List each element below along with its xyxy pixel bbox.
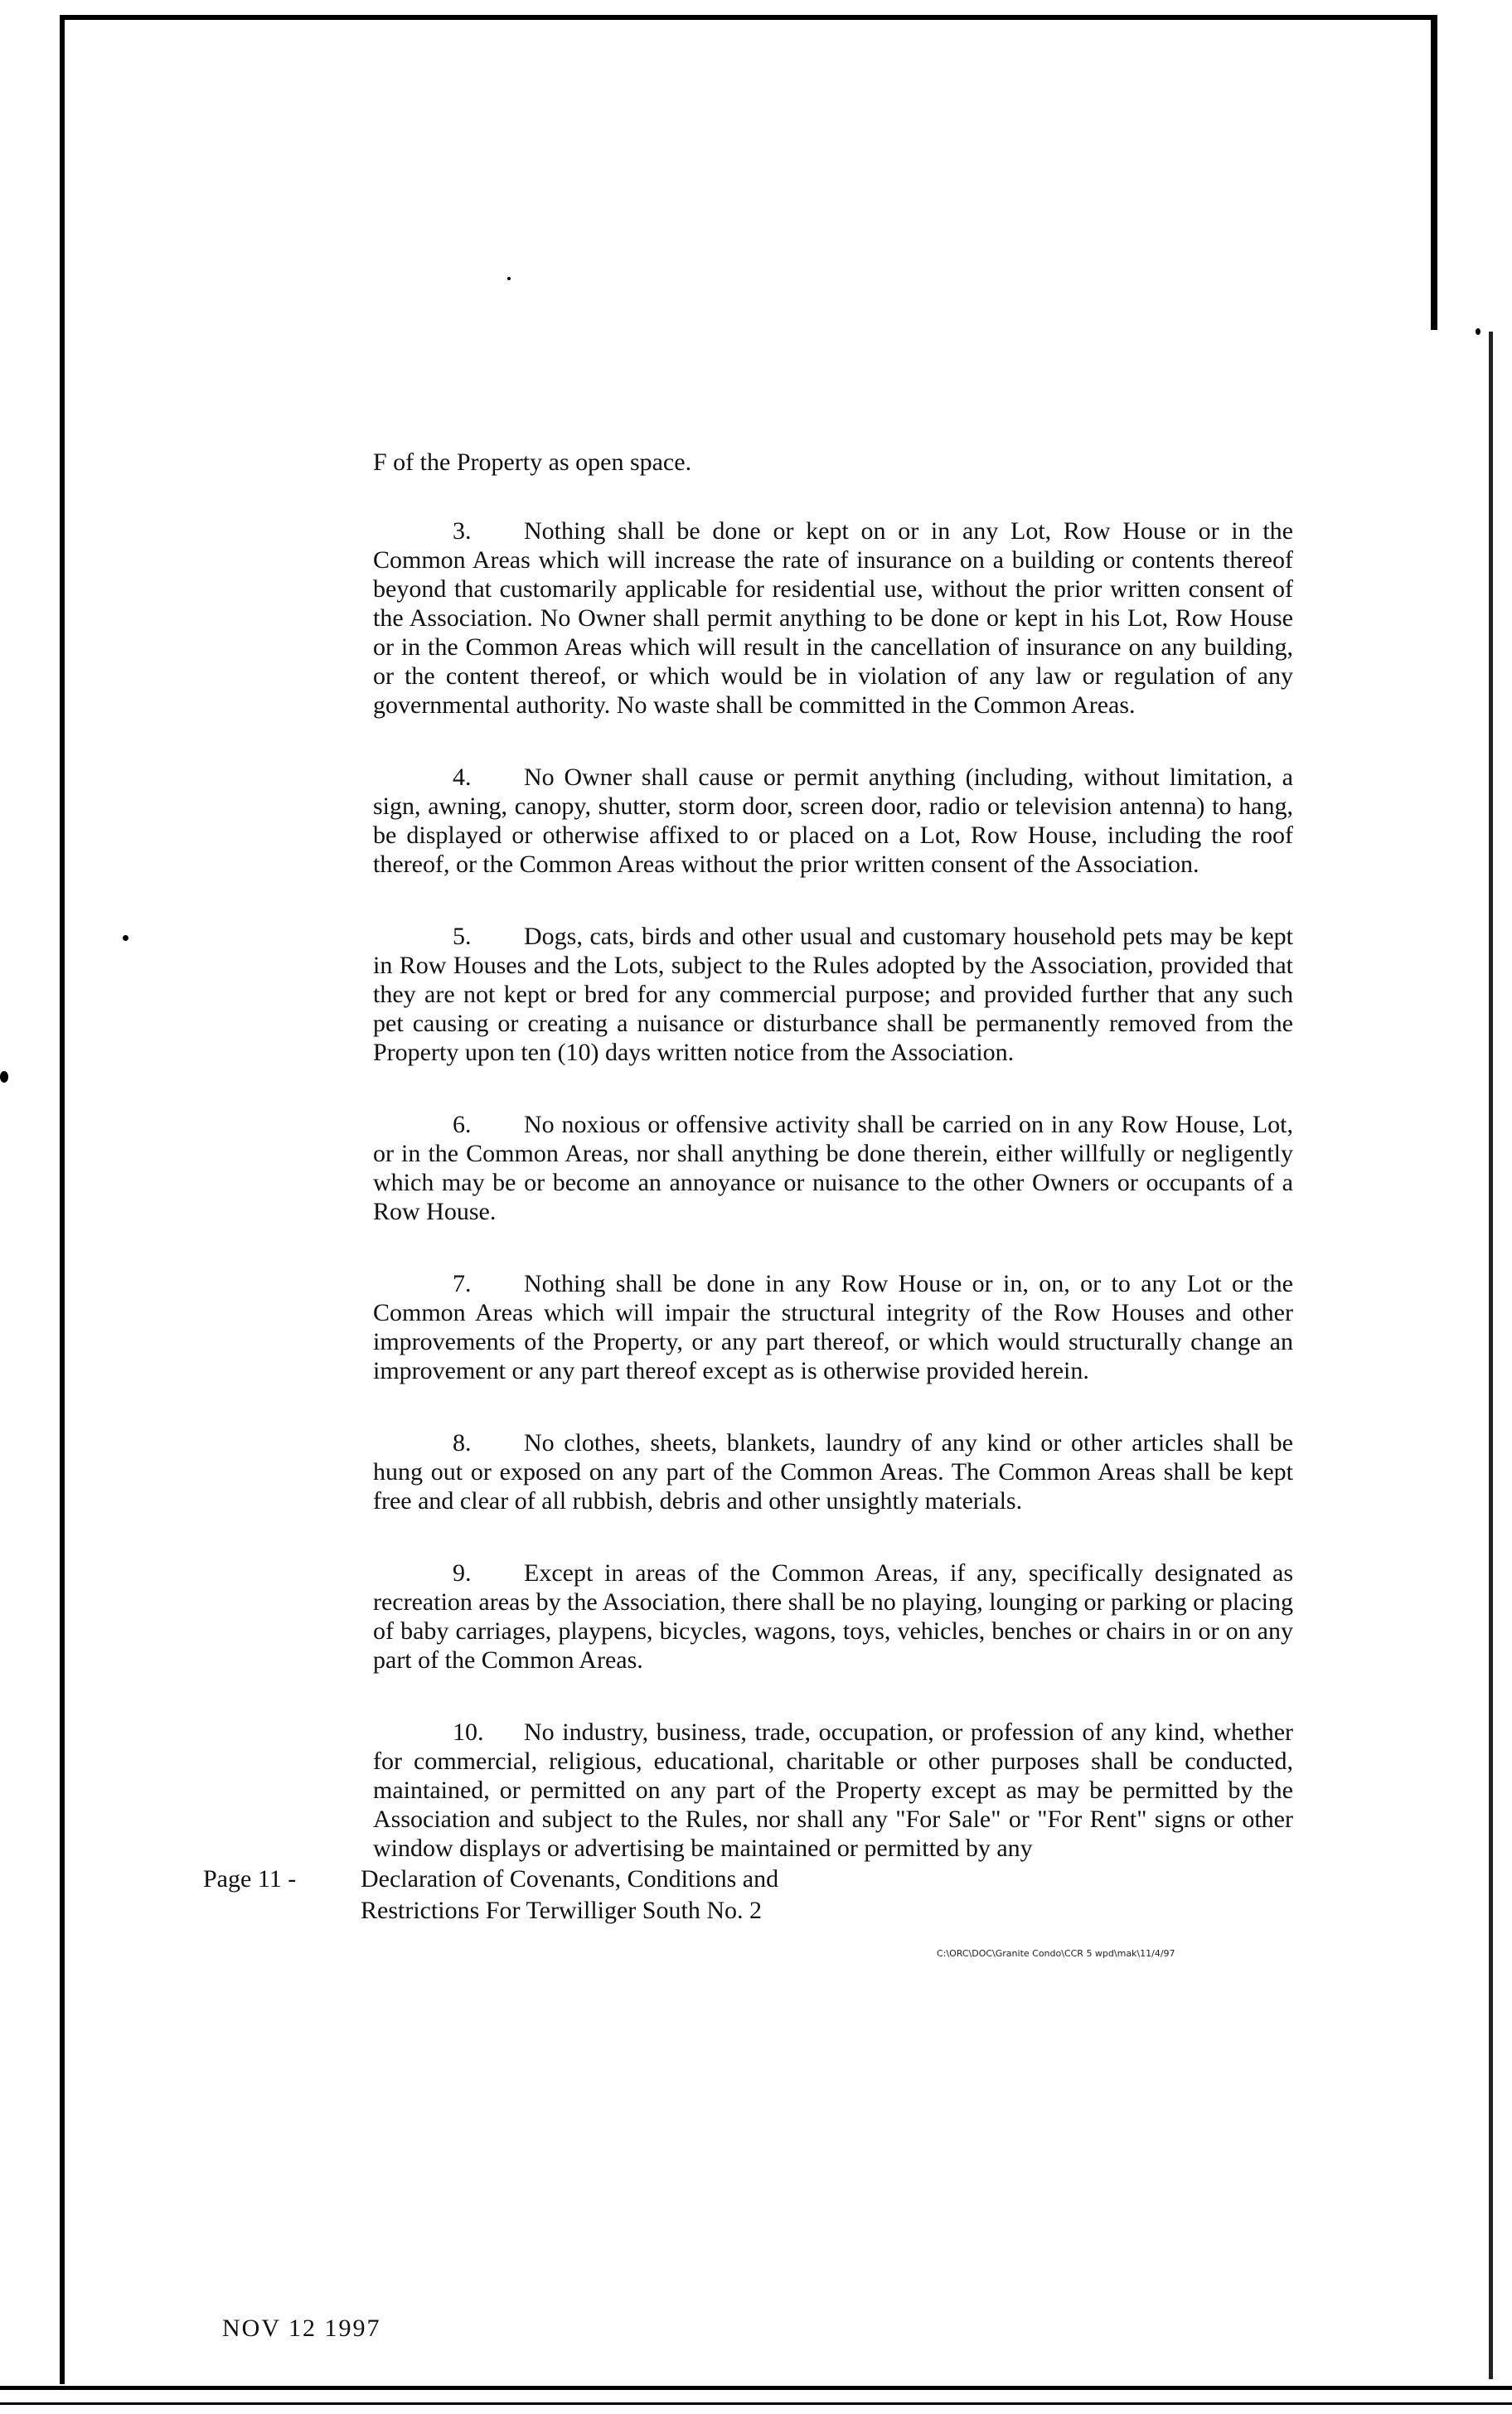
paragraph-number: 8. xyxy=(453,1429,472,1457)
scan-speck xyxy=(1476,328,1480,335)
paragraph-number: 3. xyxy=(453,517,472,545)
file-path-label: C:\ORC\DOC\Granite Condo\CCR 5 wpd\mak\11/4/97 xyxy=(937,1948,1175,1959)
paragraph-3 xyxy=(373,516,1293,720)
paragraph-5 xyxy=(373,922,1293,1067)
paragraph-number: 9. xyxy=(453,1559,472,1587)
scan-border-bottom-second xyxy=(0,2402,1512,2405)
paragraph-number: 5. xyxy=(453,923,472,950)
paragraph-4 xyxy=(373,763,1293,879)
recording-date-stamp: NOV 12 1997 xyxy=(222,2315,381,2342)
paragraph-text: Dogs, cats, birds and other usual and customary household pets may be kept in Row Houses and the Lots, subject to the Rules adopted by the Association, provided that they are not kept or bred for any commercial purpose; and provided further that any such pet causing or creating a nuisance or disturbance shall be permanently removed from the Property upon ten (10) days written notice from the Association. xyxy=(373,923,1293,1066)
scan-speck xyxy=(507,277,511,280)
paragraph-text: No clothes, sheets, blankets, laundry of any kind or other articles shall be hung out or exposed on any part of the Common Areas. The Common Areas shall be kept free and clear of all rubbish, debris and other unsightly materials. xyxy=(373,1429,1293,1515)
paragraph-number: 7. xyxy=(453,1270,472,1297)
paragraph-text: Nothing shall be done or kept on or in any Lot, Row House or in the Common Areas which will increase the rate of insurance on a building or contents thereof beyond that customarily applicable for residential use, without the prior written consent of the Association. No Owner shall permit anything to be done or kept in his Lot, Row House or in the Common Areas which will result in the cancellation of insurance on any building, or the content thereof, or which would be in violation of any law or regulation of any governmental authority. No waste shall be committed in the Common Areas. xyxy=(373,517,1293,719)
paragraph-number: 10. xyxy=(453,1718,484,1746)
scan-border-right xyxy=(1431,15,1437,330)
document-title-line-1: Declaration of Covenants, Conditions and xyxy=(361,1865,779,1893)
paragraph-8 xyxy=(373,1428,1293,1515)
scan-border-right-lower xyxy=(1489,332,1493,2379)
paragraph-10 xyxy=(373,1718,1293,1863)
document-body xyxy=(373,448,1293,1906)
scan-border-left xyxy=(60,15,65,2384)
page-number-label: Page 11 - xyxy=(203,1865,297,1893)
paragraph-number: 6. xyxy=(453,1111,472,1138)
paragraph-7 xyxy=(373,1269,1293,1385)
document-title-line-2: Restrictions For Terwilliger South No. 2 xyxy=(361,1897,762,1924)
paragraph-text: Nothing shall be done in any Row House or in, on, or to any Lot or the Common Areas which will impair the structural integrity of the Row Houses and other improvements of the Property, or any part thereof, or which would structurally change an improvement or any part thereof except as is otherwise provided herein. xyxy=(373,1270,1293,1384)
intro-line: F of the Property as open space. xyxy=(373,448,692,476)
paragraph-9 xyxy=(373,1558,1293,1675)
paragraph-text: No noxious or offensive activity shall be carried on in any Row House, Lot, or in the Common Areas, nor shall anything be done therein, either willfully or negligently which may be or become an annoyance or nuisance to the other Owners or occupants of a Row House. xyxy=(373,1111,1293,1225)
paragraph-text: No Owner shall cause or permit anything (including, without limitation, a sign, awning, canopy, shutter, storm door, screen door, radio or television antenna) to hang, be displayed or otherwise affixed to or placed on a Lot, Row House, including the roof thereof, or the Common Areas without the prior written consent of the Association. xyxy=(373,763,1293,878)
paragraph-text: No industry, business, trade, occupation, or profession of any kind, whether for commercial, religious, educational, charitable or other purposes shall be conducted, maintained, or permitted on any part of the Property except as may be permitted by the Association and subject to the Rules, nor shall any "For Sale" or "For Rent" signs or other window displays or advertising be maintained or permitted by any xyxy=(373,1718,1293,1862)
document-title xyxy=(361,1864,858,1927)
paragraph-number: 4. xyxy=(453,763,472,791)
scan-speck xyxy=(123,935,128,941)
paragraph-6 xyxy=(373,1110,1293,1226)
scan-border-bottom xyxy=(0,2386,1512,2390)
paragraph-text: Except in areas of the Common Areas, if any, specifically designated as recreation areas by the Association, there shall be no playing, lounging or parking or placing of baby carriages, playpens, bicycles, wagons, toys, vehicles, benches or chairs in or on any part of the Common Areas. xyxy=(373,1559,1293,1674)
scan-speck xyxy=(0,1071,8,1083)
scan-border-top xyxy=(60,15,1434,20)
